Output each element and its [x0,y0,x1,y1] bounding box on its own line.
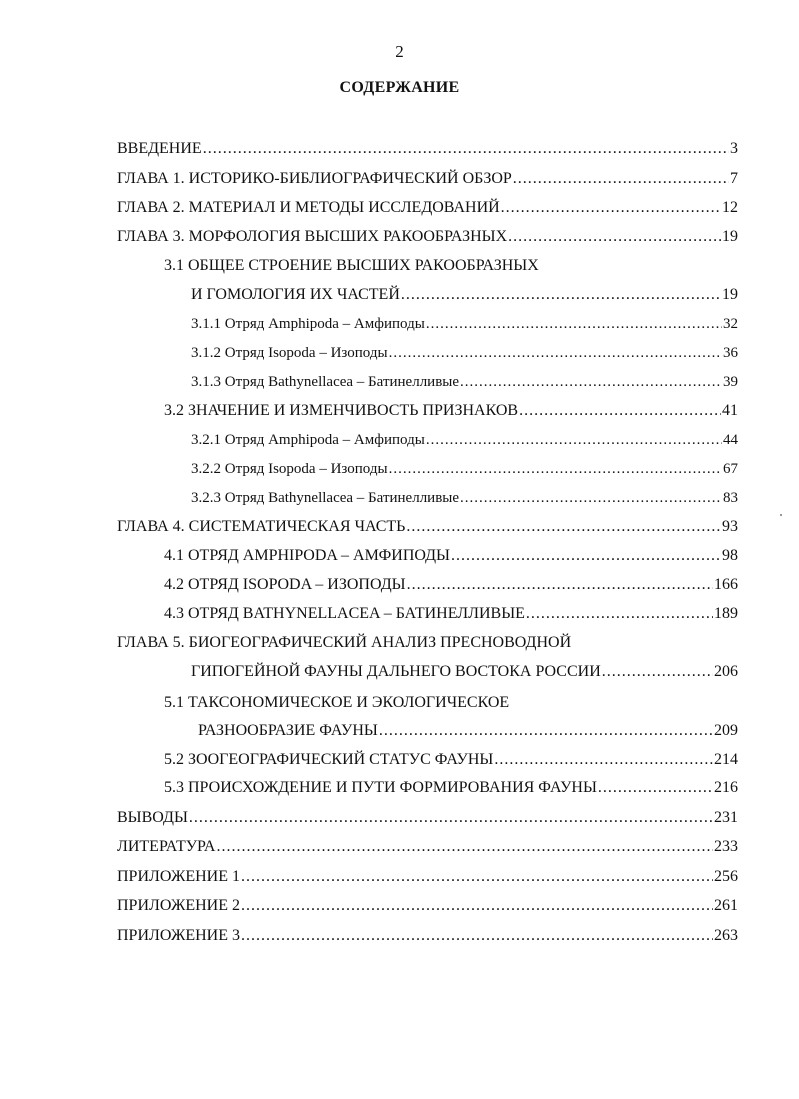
toc-entry: 4.3 ОТРЯД BATHYNELLACEA – БАТИНЕЛЛИВЫЕ ..... 189 [164,602,738,626]
toc-entry: ПРИЛОЖЕНИЕ 2 ..... 261 [117,894,738,918]
toc-entry: ПРИЛОЖЕНИЕ 3 ..... 263 [117,924,738,948]
toc-entry: 3.1.1 Отряд Amphipoda – Амфиподы ..... 32 [191,312,738,336]
toc-entry: 4.2 ОТРЯД ISOPODA – ИЗОПОДЫ ..... 166 [164,573,738,597]
toc-entry: 5.3 ПРОИСХОЖДЕНИЕ И ПУТИ ФОРМИРОВАНИЯ ФАУНЫ ..... 216 [164,776,738,800]
toc-entry: 3.2 ЗНАЧЕНИЕ И ИЗМЕНЧИВОСТЬ ПРИЗНАКОВ ..... 41 [164,399,738,423]
toc-entry: И ГОМОЛОГИЯ ИХ ЧАСТЕЙ ..... 19 [191,283,738,307]
toc-entry: 3.2.2 Отряд Isopoda – Изоподы ..... 67 [191,457,738,481]
toc-entry: ГЛАВА 4. СИСТЕМАТИЧЕСКАЯ ЧАСТЬ ..... 93 [117,515,738,539]
page-title: СОДЕРЖАНИЕ [339,79,460,96]
toc-entry: ВВЕДЕНИЕ ..... 3 [117,137,738,161]
toc-entry: РАЗНООБРАЗИЕ ФАУНЫ ..... 209 [198,719,738,743]
toc-entry: ГЛАВА 3. МОРФОЛОГИЯ ВЫСШИХ РАКООБРАЗНЫХ ..... 19 [117,225,738,249]
toc-entry: 3.1.2 Отряд Isopoda – Изоподы ..... 36 [191,341,738,365]
toc-entry: 5.1 ТАКСОНОМИЧЕСКОЕ И ЭКОЛОГИЧЕСКОЕ [164,694,510,711]
toc-entry: 3.1 ОБЩЕЕ СТРОЕНИЕ ВЫСШИХ РАКООБРАЗНЫХ [164,257,539,274]
toc-entry: ГЛАВА 1. ИСТОРИКО-БИБЛИОГРАФИЧЕСКИЙ ОБЗОР ..... 7 [117,167,738,191]
toc-entry: 3.2.3 Отряд Bathynellacea – Батинелливые ..... 83 [191,486,738,510]
toc-entry: ГЛАВА 5. БИОГЕОГРАФИЧЕСКИЙ АНАЛИЗ ПРЕСНОВОДНОЙ [117,634,572,651]
toc-entry: 4.1 ОТРЯД AMPHIPODA – АМФИПОДЫ ..... 98 [164,544,738,568]
toc-entry: 3.1.3 Отряд Bathynellacea – Батинелливые ..... 39 [191,370,738,394]
scan-speck [780,514,782,516]
toc-entry: ВЫВОДЫ ..... 231 [117,806,738,830]
toc-entry: ПРИЛОЖЕНИЕ 1 ..... 256 [117,865,738,889]
toc-entry: ЛИТЕРАТУРА ..... 233 [117,835,738,859]
toc-entry: ГИПОГЕЙНОЙ ФАУНЫ ДАЛЬНЕГО ВОСТОКА РОССИИ ..... 206 [191,660,738,684]
toc-entry: ГЛАВА 2. МАТЕРИАЛ И МЕТОДЫ ИССЛЕДОВАНИЙ ..... 12 [117,196,738,220]
toc-entry: 3.2.1 Отряд Amphipoda – Амфиподы ..... 44 [191,428,738,452]
toc-entry: 5.2 ЗООГЕОГРАФИЧЕСКИЙ СТАТУС ФАУНЫ ..... 214 [164,748,738,772]
page-number: 2 [395,42,404,61]
